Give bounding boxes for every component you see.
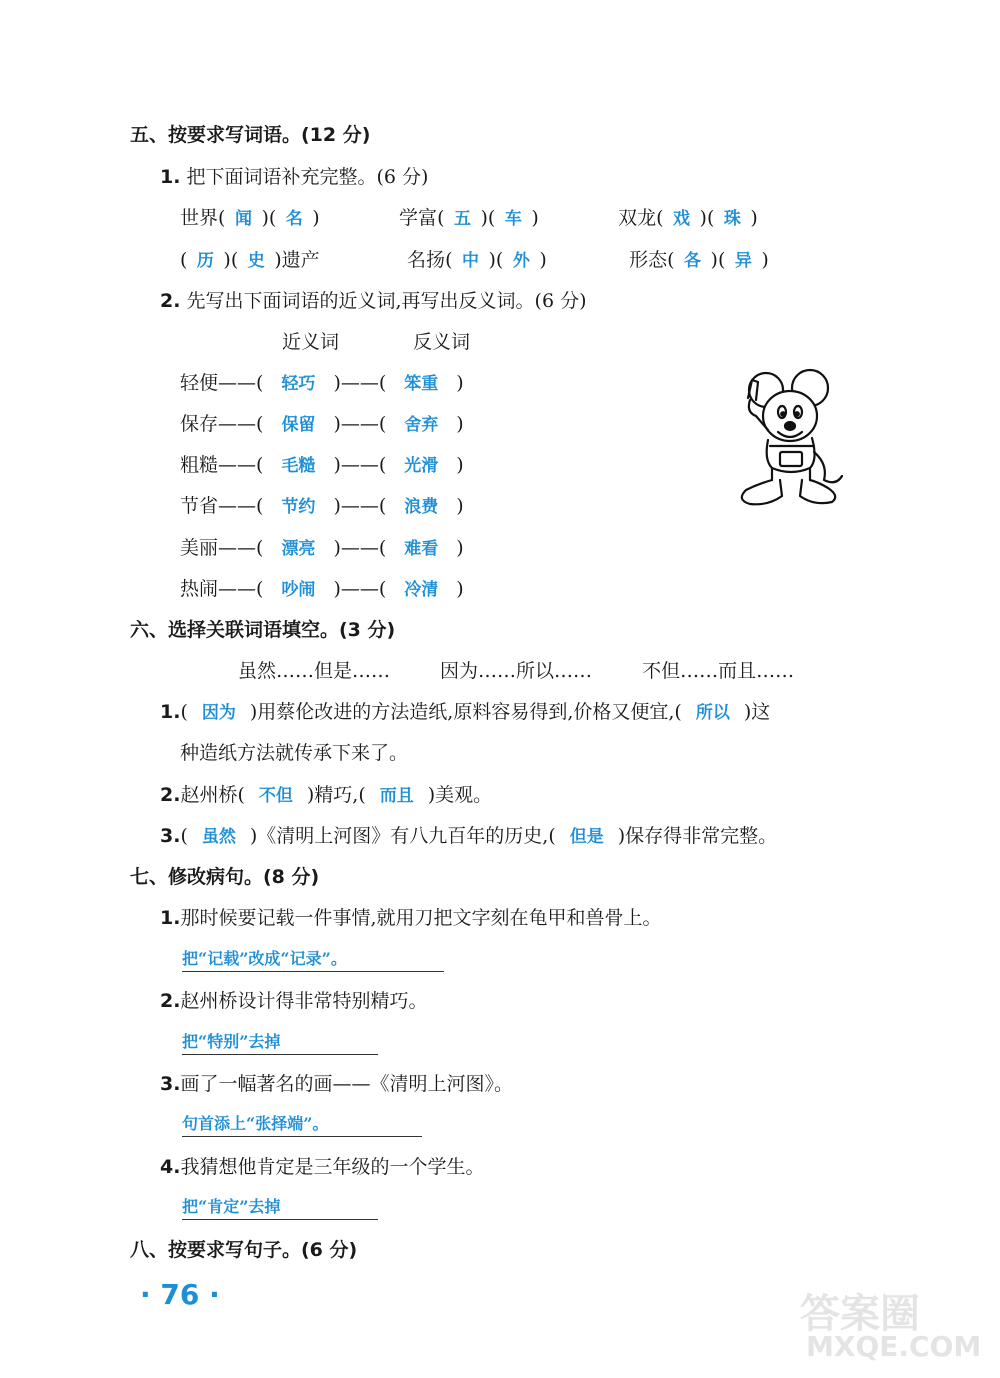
fill-item: 双龙( 戏 )( 珠 ) bbox=[618, 203, 758, 230]
antonym-answer: 冷清 bbox=[404, 580, 439, 600]
question-text: 先写出下面词语的近义词,再写出反义词。(6 分) bbox=[186, 290, 587, 312]
syn-ant-row: 轻便——( 轻巧 )——( 笨重 ) bbox=[180, 368, 464, 395]
answer: 戏 bbox=[673, 209, 691, 229]
watermark-url: MXQE.COM bbox=[806, 1330, 982, 1363]
answer: 所以 bbox=[695, 703, 730, 723]
answer: 五 bbox=[453, 209, 471, 229]
conjunction-options bbox=[238, 656, 794, 683]
fill-item: 名扬( 中 )( 外 ) bbox=[407, 245, 623, 272]
answer: 因为 bbox=[201, 703, 236, 723]
fill-item: 世界( 闻 )( 名 ) bbox=[180, 203, 393, 230]
header-antonym: 反义词 bbox=[413, 331, 471, 353]
question-6-1: 1.( 因为 )用蔡伦改进的方法造纸,原料容易得到,价格又便宜,( 所以 )这 bbox=[160, 697, 770, 724]
fill-row-2 bbox=[180, 245, 769, 272]
answer: 历 bbox=[196, 251, 214, 271]
antonym-answer: 笨重 bbox=[404, 374, 439, 394]
syn-ant-row: 美丽——( 漂亮 )——( 难看 ) bbox=[180, 533, 464, 560]
question-5-1 bbox=[160, 162, 428, 189]
syn-ant-row: 节省——( 节约 )——( 浪费 ) bbox=[180, 491, 464, 518]
answer: 珠 bbox=[723, 209, 741, 229]
question-number: 2. bbox=[160, 290, 181, 312]
answer: 外 bbox=[512, 251, 530, 271]
option: 因为……所以…… bbox=[440, 660, 593, 682]
section-6-title: 六、选择关联词语填空。(3 分) bbox=[130, 619, 396, 641]
section-7-title: 七、修改病句。(8 分) bbox=[130, 866, 320, 888]
question-6-1-line2: 种造纸方法就传承下来了。 bbox=[180, 742, 409, 764]
answer: 车 bbox=[504, 209, 522, 229]
sentence-item: 4.我猜想他肯定是三年级的一个学生。 bbox=[160, 1156, 485, 1178]
question-text: 把下面词语补充完整。(6 分) bbox=[186, 166, 429, 188]
synonym-answer: 保留 bbox=[281, 415, 316, 435]
answer: 但是 bbox=[569, 827, 604, 847]
question-6-3: 3.( 虽然 )《清明上河图》有八九百年的历史,( 但是 )保存得非常完整。 bbox=[160, 821, 777, 848]
section-5-title: 五、按要求写词语。(12 分) bbox=[130, 124, 371, 146]
antonym-answer: 浪费 bbox=[404, 497, 439, 517]
syn-ant-row: 保存——( 保留 )——( 舍弃 ) bbox=[180, 409, 464, 436]
answer: 不但 bbox=[258, 786, 293, 806]
question-6-2: 2.赵州桥( 不但 )精巧,( 而且 )美观。 bbox=[160, 780, 492, 807]
section-8-title: 八、按要求写句子。(6 分) bbox=[130, 1239, 358, 1261]
answer: 史 bbox=[247, 251, 265, 271]
correction-answer: 把“肯定”去掉 bbox=[182, 1194, 378, 1220]
fill-item: ( 历 )( 史 )遗产 bbox=[180, 245, 401, 272]
syn-ant-row: 粗糙——( 毛糙 )——( 光滑 ) bbox=[180, 450, 464, 477]
synonym-answer: 轻巧 bbox=[281, 374, 316, 394]
answer: 虽然 bbox=[201, 827, 236, 847]
sentence-item: 2.赵州桥设计得非常特别精巧。 bbox=[160, 990, 428, 1012]
sentence-item: 1.那时候要记载一件事情,就用刀把文字刻在龟甲和兽骨上。 bbox=[160, 907, 662, 929]
answer: 各 bbox=[684, 251, 702, 271]
synonym-answer: 毛糙 bbox=[281, 456, 316, 476]
mouse-illustration bbox=[728, 368, 843, 513]
option: 虽然……但是…… bbox=[238, 660, 391, 682]
synonym-answer: 吵闹 bbox=[281, 580, 316, 600]
antonym-answer: 舍弃 bbox=[404, 415, 439, 435]
fill-item: 形态( 各 )( 异 ) bbox=[629, 245, 769, 272]
syn-ant-row: 热闹——( 吵闹 )——( 冷清 ) bbox=[180, 574, 464, 601]
sentence-item: 3.画了一幅著名的画——《清明上河图》。 bbox=[160, 1073, 513, 1095]
fill-row-1 bbox=[180, 203, 758, 230]
synonym-answer: 漂亮 bbox=[281, 539, 316, 559]
correction-answer: 把“记载”改成“记录”。 bbox=[182, 946, 444, 972]
header-synonym: 近义词 bbox=[282, 331, 340, 353]
answer: 而且 bbox=[379, 786, 414, 806]
page-number: · 76 · bbox=[140, 1278, 220, 1311]
watermark-logo: 答案圈 bbox=[800, 1291, 920, 1337]
answer: 闻 bbox=[234, 209, 252, 229]
answer: 名 bbox=[285, 209, 303, 229]
answer: 中 bbox=[461, 251, 479, 271]
answer: 异 bbox=[734, 251, 752, 271]
antonym-answer: 难看 bbox=[404, 539, 439, 559]
question-number: 1. bbox=[160, 166, 181, 188]
synonym-answer: 节约 bbox=[281, 497, 316, 517]
correction-answer: 把“特别”去掉 bbox=[182, 1029, 378, 1055]
fill-item: 学富( 五 )( 车 ) bbox=[399, 203, 612, 230]
option: 不但……而且…… bbox=[642, 660, 795, 682]
question-5-2 bbox=[160, 286, 587, 313]
correction-answer: 句首添上“张择端”。 bbox=[182, 1111, 422, 1137]
antonym-answer: 光滑 bbox=[404, 456, 439, 476]
